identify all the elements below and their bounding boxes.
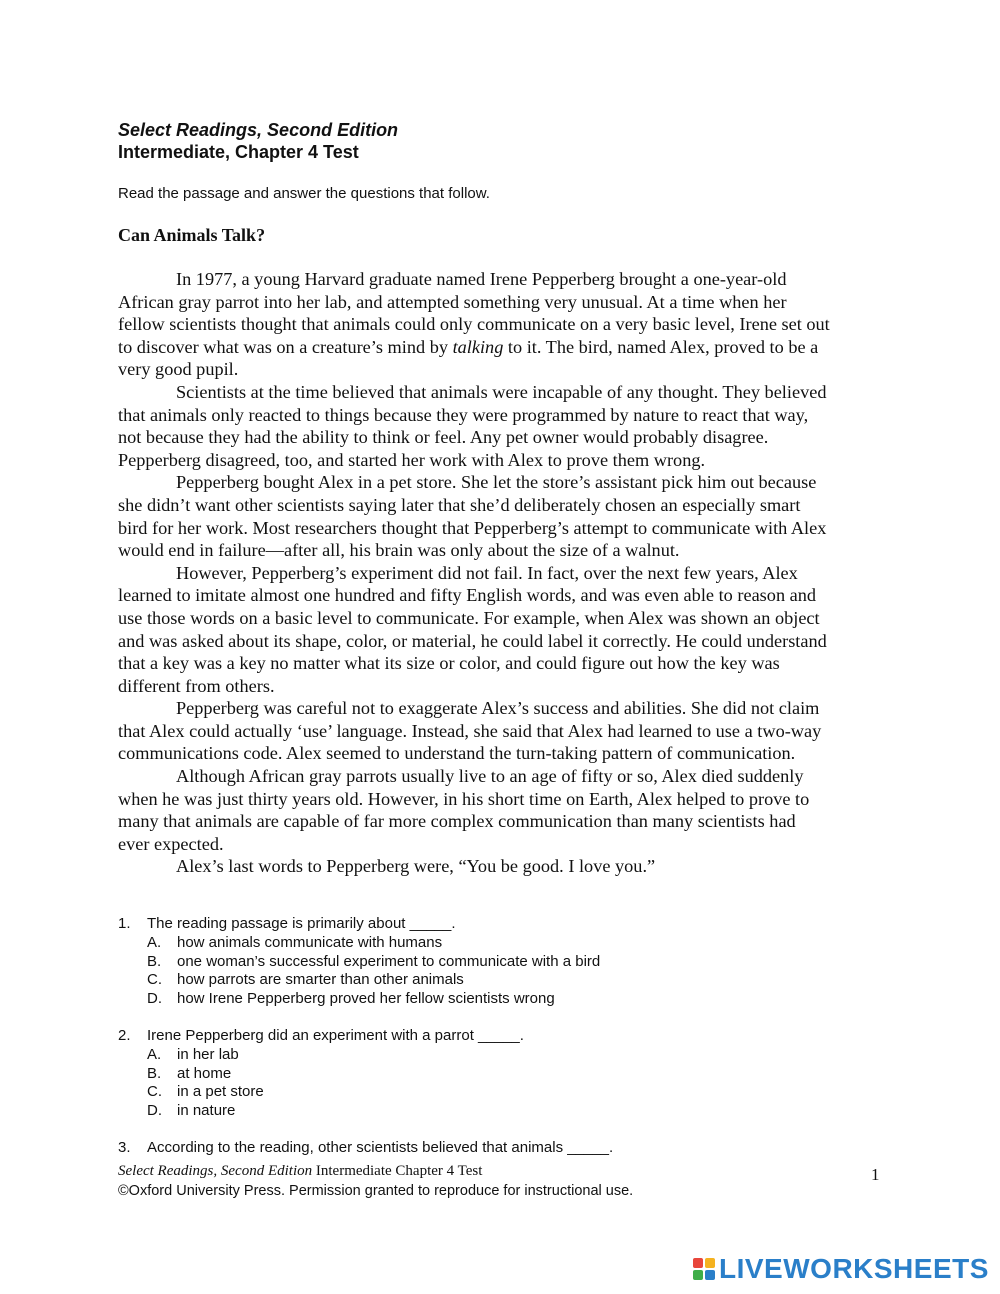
passage-line: Although African gray parrots usually live to an age of fifty or so, Alex died suddenly [176,766,804,787]
logo-wordmark: LIVEWORKSHEETS [719,1253,989,1284]
paragraph-4 [118,562,888,698]
passage-line: ever expected. [118,833,224,854]
passage-line: fellow scientists thought that animals could only communicate on a very basic level, Irene set out [118,314,830,335]
question-number: 3. [118,1138,131,1156]
paragraph-7 [118,855,888,878]
option-text: in her lab [177,1045,239,1063]
passage-line: that animals only reacted to things because they were programmed by nature to react that way, [118,404,809,425]
option-text: at home [177,1064,232,1082]
copyright-notice: ©Oxford University Press. Permission granted to reproduce for instructional use. [118,1183,634,1199]
option-letter: B. [147,952,162,970]
question-stem [118,1027,613,1046]
answer-option-b[interactable] [118,1065,613,1084]
passage-line: African gray parrot into her lab, and attempted something very unusual. At a time when her [118,291,787,312]
passage-line: bird for her work. Most researchers thought that Pepperberg’s attempt to communicate with Alex [118,517,827,538]
passage-line: Alex’s last words to Pepperberg were, “You be good. I love you.” [176,856,656,877]
passage-line: would end in failure—after all, his brain was only about the size of a walnut. [118,540,680,561]
instructions: Read the passage and answer the questions that follow. [118,185,490,202]
passage-title: Can Animals Talk? [118,225,266,245]
option-text: in a pet store [177,1083,264,1101]
answer-option-d[interactable] [118,990,613,1009]
footer-test-name: Intermediate Chapter 4 Test [312,1163,483,1179]
page-number: 1 [871,1165,880,1184]
liveworksheets-logo[interactable] [693,1253,989,1285]
answer-option-d[interactable] [118,1102,613,1121]
question-list [118,915,613,1176]
option-letter: B. [147,1064,162,1082]
passage-text: to it. The bird, named Alex, proved to be a [503,336,819,357]
passage-line: and was asked about its shape, color, or material, he could label it correctly. He could understand [118,630,827,651]
option-letter: A. [147,1045,162,1063]
liveworksheets-logo-icon [693,1258,715,1280]
passage-line: Pepperberg bought Alex in a pet store. She let the store’s assistant pick him out because [176,472,817,493]
option-text: in nature [177,1102,236,1120]
option-text: how animals communicate with humans [177,933,443,951]
passage-line: In 1977, a young Harvard graduate named Irene Pepperberg brought a one-year-old [176,269,787,289]
passage-line: Pepperberg disagreed, too, and started her work with Alex to prove them wrong. [118,449,706,470]
book-title: Select Readings, Second Edition [118,120,399,140]
emphasis-talking: talking [452,336,504,357]
question-3 [118,1139,613,1158]
footer-book-title: Select Readings, Second Edition [118,1163,313,1179]
option-text: how parrots are smarter than other animals [177,971,464,989]
reading-passage [118,268,888,878]
logo-square-icon [705,1258,715,1268]
passage-line: not because they had the ability to think or feel. Any pet owner would probably disagree. [118,427,769,448]
answer-option-b[interactable] [118,953,613,972]
option-letter: D. [147,1102,162,1120]
passage-line: many that animals are capable of far more complex communication than many scientists had [118,811,796,832]
paragraph-2 [118,381,888,471]
test-header [118,119,398,163]
paragraph-1 [118,268,888,381]
paragraph-3 [118,471,888,561]
option-text: how Irene Pepperberg proved her fellow scientists wrong [177,990,555,1008]
passage-line [118,336,888,359]
logo-square-icon [705,1270,715,1280]
paragraph-5 [118,697,888,765]
passage-line: Scientists at the time believed that animals were incapable of any thought. They believed [176,381,827,402]
passage-line: Pepperberg was careful not to exaggerate Alex’s success and abilities. She did not claim [176,698,820,719]
passage-line: learned to imitate almost one hundred and fifty English words, and was even able to reason and [118,585,817,606]
footer-book-line [118,1163,482,1180]
passage-line: that Alex could actually ‘use’ language. Instead, she said that Alex had learned to use a two-way [118,720,822,741]
answer-option-c[interactable] [118,1083,613,1102]
question-text: Irene Pepperberg did an experiment with a parrot _____. [147,1026,524,1044]
question-text: The reading passage is primarily about _____. [147,915,456,932]
question-2 [118,1027,613,1121]
question-text: According to the reading, other scientists believed that animals _____. [147,1138,614,1156]
question-number: 2. [118,1026,131,1044]
answer-option-a[interactable] [118,934,613,953]
option-letter: A. [147,933,162,951]
option-letter: D. [147,990,162,1008]
logo-square-icon [693,1270,703,1280]
paragraph-6 [118,765,888,855]
passage-line: she didn’t want other scientists saying later that she’d deliberately chosen an especially smart [118,494,801,515]
passage-line: when he was just thirty years old. However, in his short time on Earth, Alex helped to prove to [118,788,810,809]
passage-line: However, Pepperberg’s experiment did not fail. In fact, over the next few years, Alex [176,562,798,583]
passage-line: that a key was a key no matter what its size or color, and could figure out how the key was [118,653,780,674]
answer-option-a[interactable] [118,1046,613,1065]
question-1 [118,915,613,1009]
passage-text: to discover what was on a creature’s mind by [118,336,453,357]
passage-line: communications code. Alex seemed to understand the turn-taking pattern of communication. [118,743,796,764]
passage-line: different from others. [118,675,275,696]
passage-line: very good pupil. [118,359,239,380]
option-letter: C. [147,1083,162,1101]
test-subtitle: Intermediate, Chapter 4 Test [118,142,359,162]
question-stem [118,915,613,934]
logo-square-icon [693,1258,703,1268]
question-stem [118,1139,613,1158]
option-text: one woman’s successful experiment to communicate with a bird [177,952,601,970]
answer-option-c[interactable] [118,971,613,990]
option-letter: C. [147,971,162,989]
passage-line: use those words on a basic level to communicate. For example, when Alex was shown an object [118,607,820,628]
question-number: 1. [118,915,131,932]
